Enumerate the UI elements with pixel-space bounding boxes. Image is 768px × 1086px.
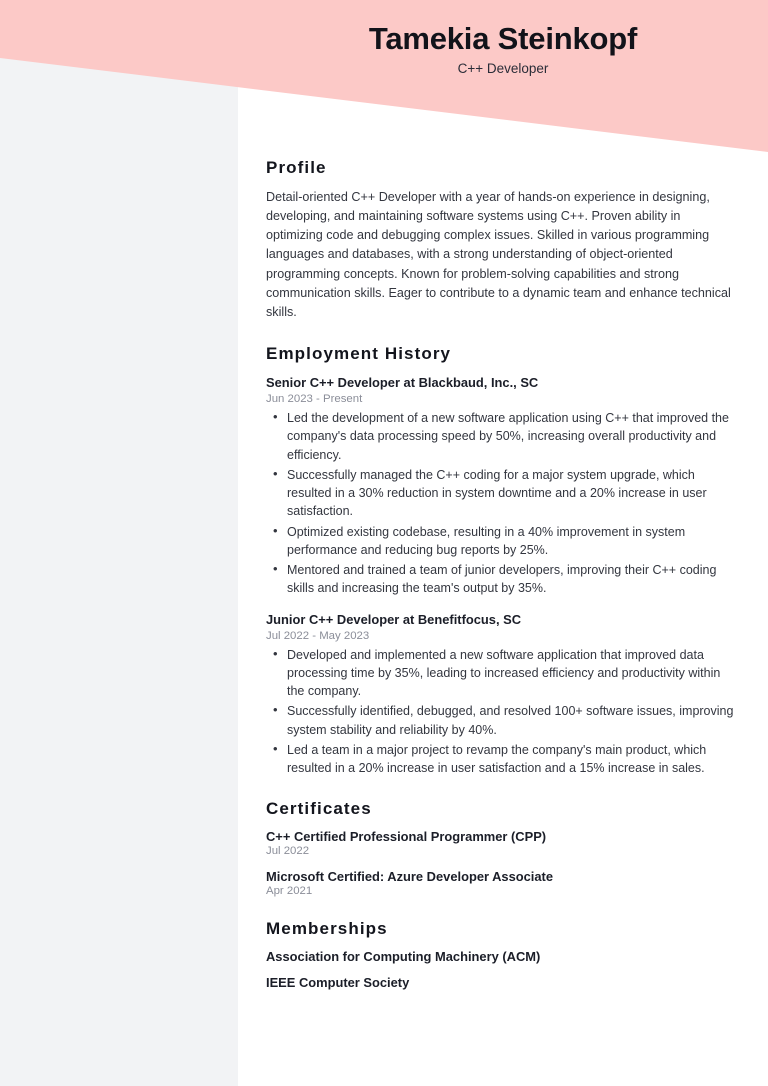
employment-section xyxy=(266,344,740,777)
jobs-list xyxy=(266,374,740,777)
certificates-section xyxy=(266,799,740,897)
certificate-name: Microsoft Certified: Azure Developer Associate xyxy=(266,869,554,885)
membership-entry: Association for Computing Machinery (ACM) xyxy=(266,949,541,965)
job-date: Jun 2023 - Present xyxy=(266,393,363,406)
membership-entry: IEEE Computer Society xyxy=(266,975,410,991)
profile-heading: Profile xyxy=(266,158,327,177)
job-bullets xyxy=(270,409,740,598)
memberships-heading: Memberships xyxy=(266,919,388,939)
job-bullet: • Mentored and trained a team of junior developers, improving their C++ coding skills and increasing the team's output by 35%. xyxy=(270,561,740,598)
certificates-heading: Certificates xyxy=(266,799,372,819)
job-bullets xyxy=(270,646,740,778)
memberships-section xyxy=(266,919,740,990)
job-bullet: • Led the development of a new software application using C++ that improved the company's data processing speed by 50%, increasing overall productivity and efficiency. xyxy=(270,409,740,464)
certificates-list xyxy=(266,829,740,897)
certificate-date: Jul 2022 xyxy=(266,845,310,858)
certificate-entry xyxy=(266,829,740,857)
job-bullet: • Developed and implemented a new software application that improved data processing time by 35%, leading to increased efficiency and productivity within the company. xyxy=(270,646,740,701)
job-bullet: • Led a team in a major project to revamp the company's main product, which resulted in a 20% increase in user satisfaction and a 15% increase in sales. xyxy=(270,741,740,778)
main-content xyxy=(238,0,768,1086)
job-date: Jul 2022 - May 2023 xyxy=(266,629,370,642)
candidate-role: C++ Developer xyxy=(457,60,549,76)
profile-section xyxy=(266,158,740,322)
job-bullet: • Successfully managed the C++ coding for a major system upgrade, which resulted in a 30% reduction in system downtime and a 20% increase in user satisfaction. xyxy=(270,466,740,521)
profile-text: Detail-oriented C++ Developer with a year of hands-on experience in designing, developing, and maintaining software systems using C++. Proven ability in optimizing code and debugging complex issues. Skilled in various programming languages and databases, with a strong understanding of object-oriented programming concepts. Known for problem-solving capabilities and strong communication skills. Eager to contribute to a dynamic team and enhance technical skills. xyxy=(266,190,731,319)
certificate-name: C++ Certified Professional Programmer (CPP) xyxy=(266,829,547,845)
employment-heading: Employment History xyxy=(266,343,452,363)
memberships-list xyxy=(266,949,740,990)
job-title: Senior C++ Developer at Blackbaud, Inc., SC xyxy=(266,374,539,390)
header xyxy=(238,0,768,76)
job-bullet: • Optimized existing codebase, resulting in a 40% improvement in system performance and reducing bug reports by 25%. xyxy=(270,523,740,560)
certificate-date: Apr 2021 xyxy=(266,885,313,898)
candidate-name: Tamekia Steinkopf xyxy=(368,21,638,56)
certificate-entry xyxy=(266,869,740,897)
job-entry xyxy=(266,374,740,598)
job-bullet: • Successfully identified, debugged, and resolved 100+ software issues, improving system stability and reliability by 40%. xyxy=(270,702,740,739)
job-title: Junior C++ Developer at Benefitfocus, SC xyxy=(266,611,522,627)
sidebar xyxy=(0,0,238,1086)
job-entry xyxy=(266,611,740,778)
